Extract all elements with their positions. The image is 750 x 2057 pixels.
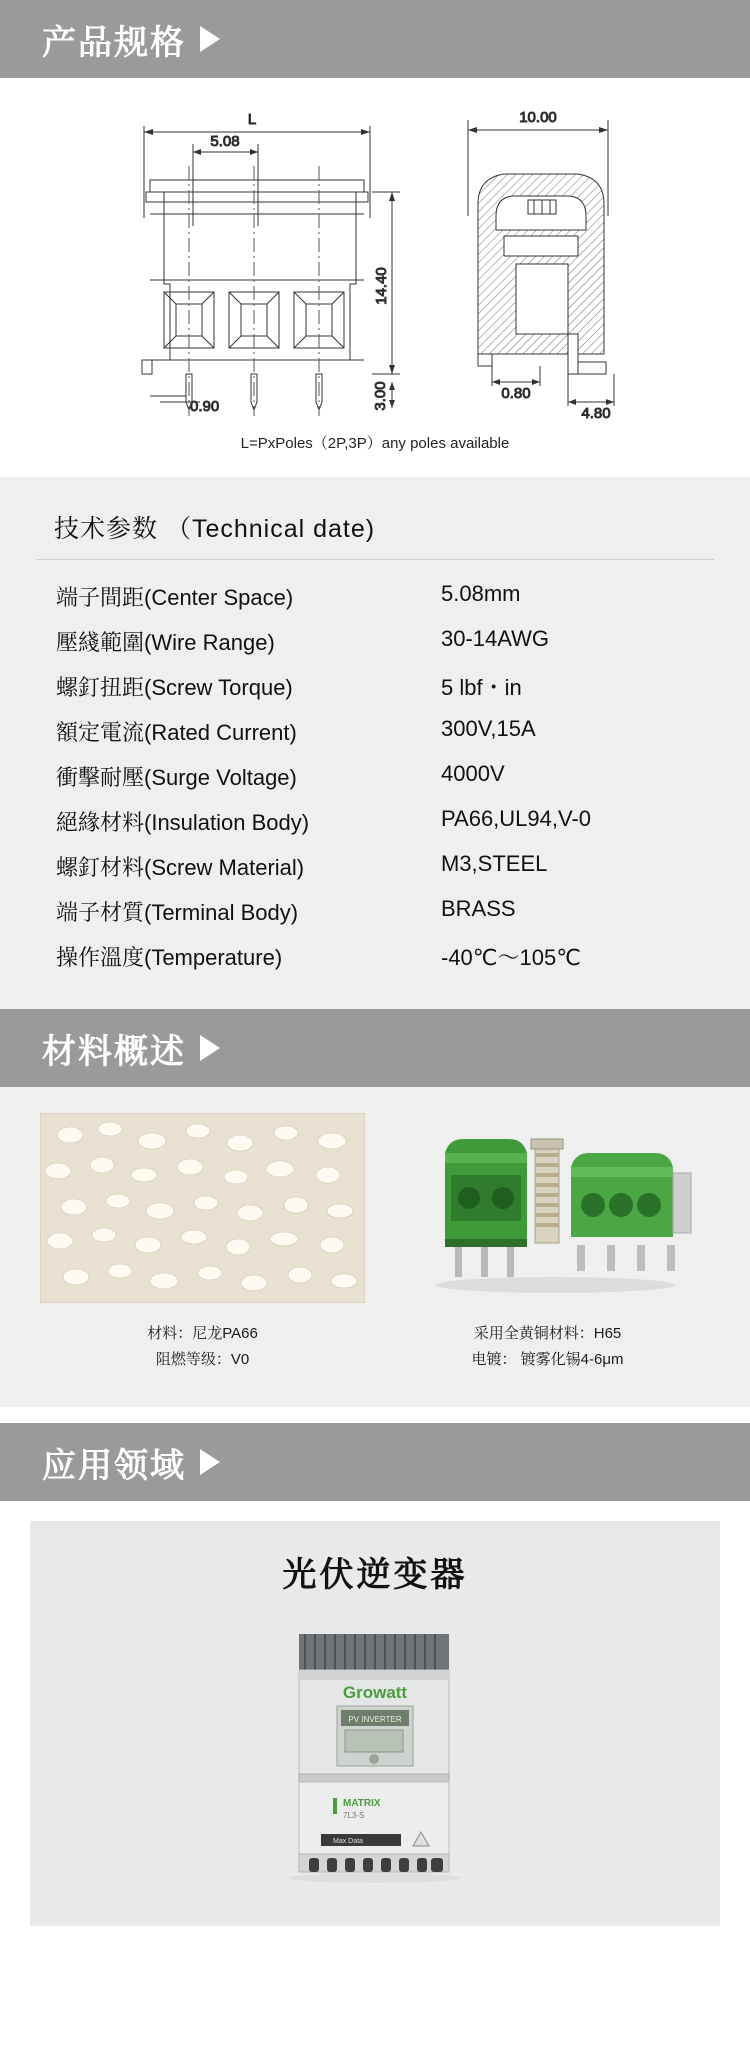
drawing-caption: L=PxPoles（2P,3P）any poles available bbox=[240, 435, 510, 452]
application-title: 光伏逆变器 bbox=[282, 1556, 468, 1594]
section-header-material bbox=[0, 1009, 750, 1087]
material-caption-right bbox=[385, 1321, 710, 1373]
param-label: 絕緣材料(Insulation Body) bbox=[56, 810, 310, 835]
param-label: 螺釘材料(Screw Material) bbox=[56, 855, 305, 880]
section-title-application: 应用领域 bbox=[42, 1446, 186, 1485]
table-row bbox=[36, 934, 714, 979]
section-title-material: 材料概述 bbox=[42, 1032, 186, 1071]
section-header-application bbox=[0, 1423, 750, 1501]
param-label: 端子間距(Center Space) bbox=[56, 585, 294, 610]
svg-text:14.40: 14.40 bbox=[373, 267, 390, 305]
table-row bbox=[36, 754, 714, 799]
svg-text:4.80: 4.80 bbox=[581, 405, 611, 422]
triangle-right-icon bbox=[200, 1449, 220, 1475]
divider bbox=[36, 559, 714, 560]
svg-text:Max Data: Max Data bbox=[333, 1838, 363, 1845]
material-cell-right bbox=[385, 1113, 710, 1373]
table-row bbox=[36, 619, 714, 664]
svg-text:MATRIX: MATRIX bbox=[343, 1798, 381, 1809]
param-value: BRASS bbox=[441, 896, 516, 921]
table-row bbox=[36, 844, 714, 889]
param-label: 端子材質(Terminal Body) bbox=[56, 900, 299, 925]
material-caption-left bbox=[40, 1321, 365, 1373]
section-header-spec bbox=[0, 0, 750, 78]
svg-text:0.80: 0.80 bbox=[501, 385, 531, 402]
svg-text:10.00: 10.00 bbox=[519, 109, 557, 126]
table-row bbox=[36, 799, 714, 844]
table-row bbox=[36, 664, 714, 709]
param-value: 4000V bbox=[441, 761, 505, 786]
material-block bbox=[0, 1087, 750, 1407]
spacer bbox=[0, 1407, 750, 1423]
section-title-spec: 产品规格 bbox=[42, 23, 186, 62]
technical-parameters-table bbox=[36, 574, 714, 979]
param-value: 300V,15A bbox=[441, 716, 536, 741]
triangle-right-icon bbox=[200, 26, 220, 52]
nylon-pellets-photo bbox=[40, 1113, 365, 1303]
triangle-right-icon bbox=[200, 1035, 220, 1061]
param-value: 5 lbf・in bbox=[441, 675, 522, 700]
param-value: PA66,UL94,V-0 bbox=[441, 806, 592, 831]
param-value: 30-14AWG bbox=[441, 626, 550, 651]
svg-text:3.00: 3.00 bbox=[372, 381, 389, 411]
technical-drawing bbox=[0, 96, 750, 426]
param-value: 5.08mm bbox=[441, 581, 521, 606]
material-line-2: 阻燃等级：V0 bbox=[155, 1351, 250, 1368]
material-line-2: 电镀： 镀雾化锡4-6μm bbox=[471, 1351, 624, 1368]
table-row bbox=[36, 709, 714, 754]
svg-text:L: L bbox=[247, 111, 257, 128]
spec-drawing-block bbox=[0, 78, 750, 459]
technical-parameters-panel bbox=[0, 477, 750, 1009]
svg-text:PV INVERTER: PV INVERTER bbox=[348, 1715, 402, 1724]
svg-text:0.90: 0.90 bbox=[190, 398, 220, 415]
material-line-1: 材料：尼龙PA66 bbox=[147, 1325, 258, 1342]
param-label: 壓綫範圍(Wire Range) bbox=[56, 630, 275, 655]
param-label: 螺釘扭距(Screw Torque) bbox=[56, 675, 293, 700]
application-block bbox=[0, 1501, 750, 1926]
param-value: M3,STEEL bbox=[441, 851, 548, 876]
table-row bbox=[36, 889, 714, 934]
param-label: 衝擊耐壓(Surge Voltage) bbox=[56, 765, 297, 790]
svg-text:7L3-S: 7L3-S bbox=[343, 1811, 365, 1820]
param-label: 額定電流(Rated Current) bbox=[56, 720, 297, 745]
table-row bbox=[36, 574, 714, 619]
pv-inverter-photo bbox=[225, 1606, 525, 1896]
param-value: -40℃～105℃ bbox=[441, 945, 581, 970]
svg-text:Growatt: Growatt bbox=[342, 1683, 408, 1702]
technical-parameters-title: 技术参数 （Technical date) bbox=[54, 515, 376, 543]
material-line-1: 采用全黄铜材料：H65 bbox=[473, 1325, 622, 1342]
terminal-block-photo bbox=[385, 1113, 710, 1303]
svg-text:5.08: 5.08 bbox=[210, 133, 240, 150]
material-cell-left bbox=[40, 1113, 365, 1373]
param-label: 操作溫度(Temperature) bbox=[56, 945, 283, 970]
